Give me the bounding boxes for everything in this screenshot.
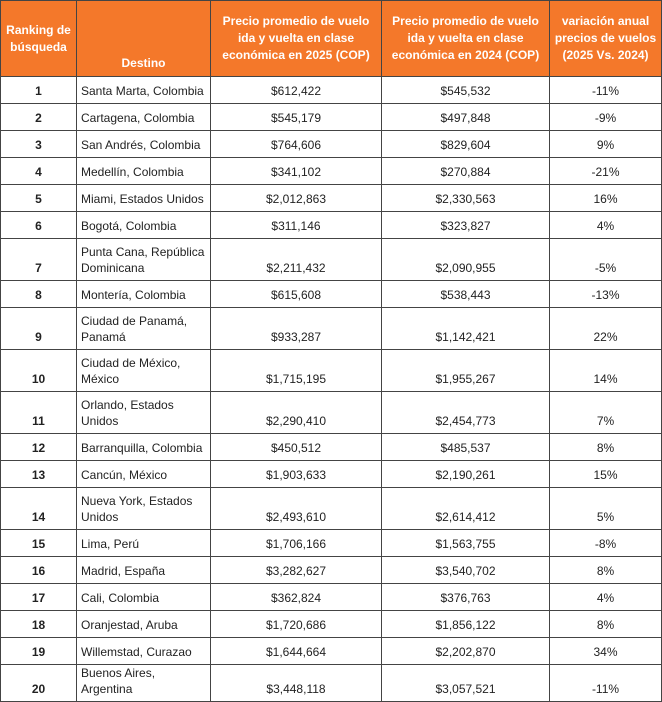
cell-variation: -8% (550, 530, 662, 557)
table-header (1, 1, 662, 77)
cell-rank: 16 (1, 557, 77, 584)
cell-destination: Barranquilla, Colombia (77, 434, 211, 461)
cell-rank: 4 (1, 158, 77, 185)
table-row (1, 104, 662, 131)
cell-rank: 10 (1, 350, 77, 392)
cell-destination: Orlando, Estados Unidos (77, 392, 211, 434)
cell-variation: 34% (550, 638, 662, 665)
cell-rank: 5 (1, 185, 77, 212)
cell-price-2024: $538,443 (382, 281, 550, 308)
cell-destination: Miami, Estados Unidos (77, 185, 211, 212)
cell-rank: 12 (1, 434, 77, 461)
cell-destination: Oranjestad, Aruba (77, 611, 211, 638)
table-row (1, 212, 662, 239)
table-row (1, 434, 662, 461)
cell-price-2025: $2,493,610 (211, 488, 382, 530)
cell-price-2024: $485,537 (382, 434, 550, 461)
cell-rank: 3 (1, 131, 77, 158)
cell-variation: 9% (550, 131, 662, 158)
cell-price-2024: $3,057,521 (382, 665, 550, 702)
cell-rank: 6 (1, 212, 77, 239)
header-price-2024: Precio promedio de vuelo ida y vuelta en clase económica en 2024 (COP) (382, 1, 550, 77)
table-row (1, 584, 662, 611)
cell-variation: 7% (550, 392, 662, 434)
table-row (1, 185, 662, 212)
cell-destination: San Andrés, Colombia (77, 131, 211, 158)
cell-rank: 7 (1, 239, 77, 281)
cell-price-2024: $1,563,755 (382, 530, 550, 557)
cell-price-2025: $2,290,410 (211, 392, 382, 434)
cell-price-2025: $764,606 (211, 131, 382, 158)
table-row (1, 308, 662, 350)
table-row (1, 557, 662, 584)
cell-destination: Willemstad, Curazao (77, 638, 211, 665)
cell-price-2024: $376,763 (382, 584, 550, 611)
cell-rank: 19 (1, 638, 77, 665)
cell-destination: Lima, Perú (77, 530, 211, 557)
cell-rank: 17 (1, 584, 77, 611)
cell-variation: -5% (550, 239, 662, 281)
cell-destination: Ciudad de México, México (77, 350, 211, 392)
table-row (1, 281, 662, 308)
cell-rank: 11 (1, 392, 77, 434)
cell-rank: 14 (1, 488, 77, 530)
cell-variation: 14% (550, 350, 662, 392)
table-row (1, 350, 662, 392)
cell-destination: Cali, Colombia (77, 584, 211, 611)
cell-price-2025: $2,211,432 (211, 239, 382, 281)
cell-rank: 2 (1, 104, 77, 131)
cell-price-2024: $545,532 (382, 77, 550, 104)
table-row (1, 530, 662, 557)
cell-variation: 15% (550, 461, 662, 488)
cell-price-2025: $311,146 (211, 212, 382, 239)
table-row (1, 392, 662, 434)
cell-price-2025: $615,608 (211, 281, 382, 308)
cell-price-2024: $829,604 (382, 131, 550, 158)
cell-price-2025: $341,102 (211, 158, 382, 185)
header-variation: variación anual precios de vuelos (2025 Vs. 2024) (550, 1, 662, 77)
cell-variation: 4% (550, 584, 662, 611)
cell-price-2025: $3,448,118 (211, 665, 382, 702)
table-row (1, 131, 662, 158)
cell-price-2025: $545,179 (211, 104, 382, 131)
cell-variation: 8% (550, 434, 662, 461)
table-row (1, 488, 662, 530)
table-body (1, 77, 662, 702)
cell-price-2025: $1,720,686 (211, 611, 382, 638)
cell-destination: Santa Marta, Colombia (77, 77, 211, 104)
cell-variation: -11% (550, 665, 662, 702)
cell-destination: Buenos Aires, Argentina (77, 665, 211, 702)
cell-destination: Cancún, México (77, 461, 211, 488)
cell-variation: 4% (550, 212, 662, 239)
cell-price-2024: $2,190,261 (382, 461, 550, 488)
cell-rank: 1 (1, 77, 77, 104)
cell-variation: 8% (550, 611, 662, 638)
cell-price-2024: $1,142,421 (382, 308, 550, 350)
cell-rank: 15 (1, 530, 77, 557)
table-row (1, 611, 662, 638)
cell-variation: 8% (550, 557, 662, 584)
cell-destination: Ciudad de Panamá, Panamá (77, 308, 211, 350)
cell-price-2024: $323,827 (382, 212, 550, 239)
cell-destination: Nueva York, Estados Unidos (77, 488, 211, 530)
cell-price-2025: $1,644,664 (211, 638, 382, 665)
cell-price-2024: $2,090,955 (382, 239, 550, 281)
table-row (1, 665, 662, 702)
table-row (1, 638, 662, 665)
cell-rank: 13 (1, 461, 77, 488)
cell-price-2025: $1,903,633 (211, 461, 382, 488)
cell-price-2025: $3,282,627 (211, 557, 382, 584)
cell-variation: 22% (550, 308, 662, 350)
cell-variation: -21% (550, 158, 662, 185)
cell-variation: -9% (550, 104, 662, 131)
header-row (1, 1, 662, 77)
cell-price-2024: $2,454,773 (382, 392, 550, 434)
table-row (1, 158, 662, 185)
cell-variation: 16% (550, 185, 662, 212)
cell-price-2025: $1,715,195 (211, 350, 382, 392)
cell-variation: -13% (550, 281, 662, 308)
cell-price-2024: $1,955,267 (382, 350, 550, 392)
cell-price-2024: $2,614,412 (382, 488, 550, 530)
table-row (1, 239, 662, 281)
cell-variation: 5% (550, 488, 662, 530)
cell-price-2025: $362,824 (211, 584, 382, 611)
table-row (1, 461, 662, 488)
table-row (1, 77, 662, 104)
cell-price-2025: $933,287 (211, 308, 382, 350)
header-price-2025: Precio promedio de vuelo ida y vuelta en clase económica en 2025 (COP) (211, 1, 382, 77)
cell-rank: 8 (1, 281, 77, 308)
header-rank: Ranking de búsqueda (1, 1, 77, 77)
cell-destination: Montería, Colombia (77, 281, 211, 308)
cell-price-2024: $2,330,563 (382, 185, 550, 212)
cell-rank: 9 (1, 308, 77, 350)
cell-rank: 20 (1, 665, 77, 702)
cell-price-2024: $3,540,702 (382, 557, 550, 584)
cell-destination: Medellín, Colombia (77, 158, 211, 185)
cell-price-2025: $612,422 (211, 77, 382, 104)
cell-variation: -11% (550, 77, 662, 104)
cell-destination: Madrid, España (77, 557, 211, 584)
cell-destination: Punta Cana, República Dominicana (77, 239, 211, 281)
header-destination: Destino (77, 1, 211, 77)
cell-price-2024: $2,202,870 (382, 638, 550, 665)
cell-price-2024: $270,884 (382, 158, 550, 185)
cell-price-2025: $1,706,166 (211, 530, 382, 557)
cell-destination: Cartagena, Colombia (77, 104, 211, 131)
cell-price-2025: $450,512 (211, 434, 382, 461)
cell-price-2024: $497,848 (382, 104, 550, 131)
cell-price-2025: $2,012,863 (211, 185, 382, 212)
cell-rank: 18 (1, 611, 77, 638)
cell-destination: Bogotá, Colombia (77, 212, 211, 239)
cell-price-2024: $1,856,122 (382, 611, 550, 638)
